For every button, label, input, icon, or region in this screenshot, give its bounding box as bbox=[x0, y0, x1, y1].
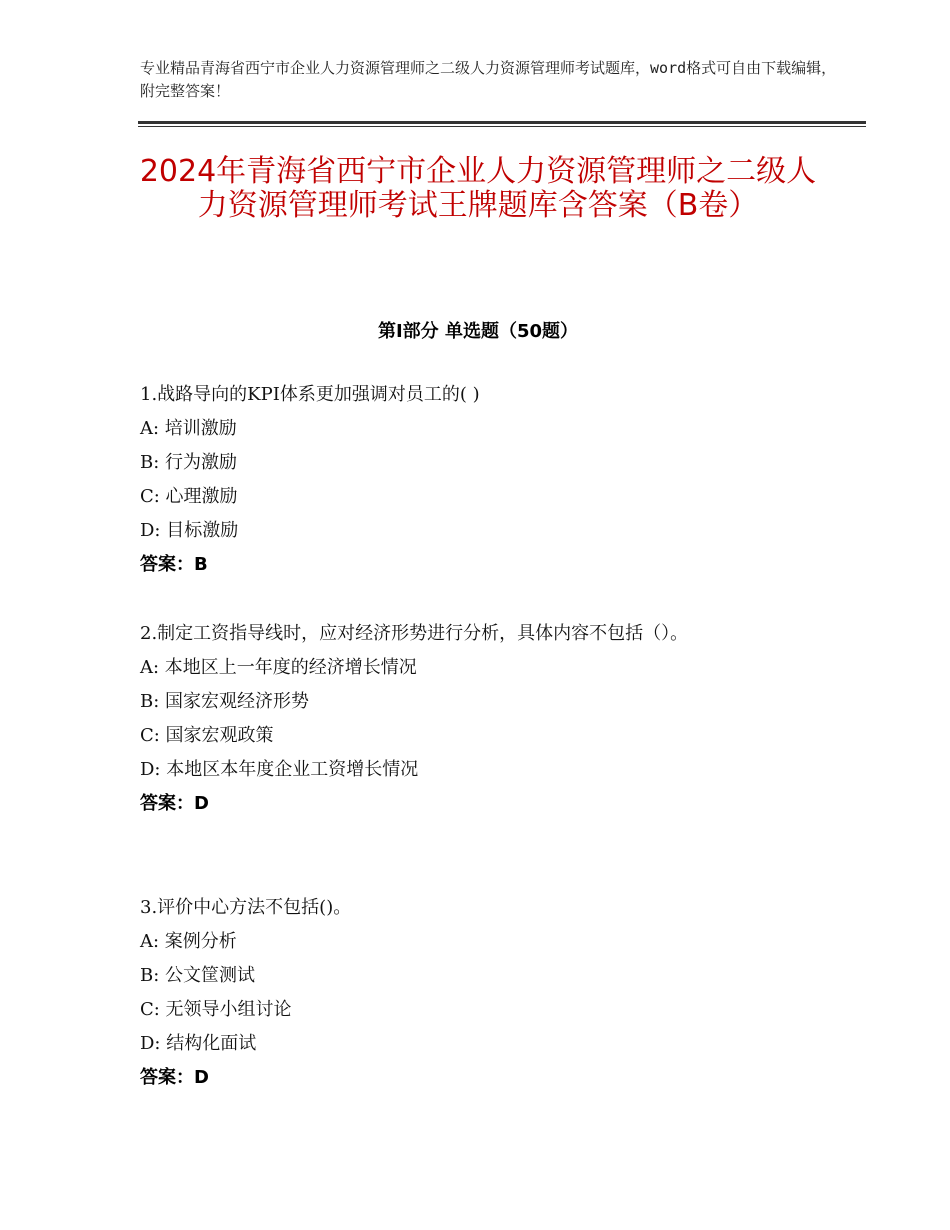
question-stem: 3.评价中心方法不包括()。 bbox=[140, 897, 352, 918]
question-3 bbox=[140, 891, 840, 1095]
option-d: D: 本地区本年度企业工资增长情况 bbox=[140, 759, 419, 780]
answer: 答案：D bbox=[140, 793, 209, 814]
document-title: 2024年青海省西宁市企业人力资源管理师之二级人力资源管理师考试王牌题库含答案（B卷） bbox=[139, 154, 817, 223]
question-stem: 1.战路导向的KPI体系更加强调对员工的( ) bbox=[140, 384, 480, 405]
option-a: A: 培训激励 bbox=[140, 418, 237, 439]
option-b: B: 行为激励 bbox=[140, 452, 238, 473]
section-heading: 第Ⅰ部分 单选题（50题） bbox=[377, 321, 578, 342]
option-a: A: 本地区上一年度的经济增长情况 bbox=[140, 657, 417, 678]
question-1 bbox=[140, 378, 840, 582]
question-stem: 2.制定工资指导线时，应对经济形势进行分析，具体内容不包括（）。 bbox=[140, 623, 689, 644]
option-c: C: 无领导小组讨论 bbox=[140, 999, 292, 1020]
option-c: C: 心理激励 bbox=[140, 486, 238, 507]
option-d: D: 目标激励 bbox=[140, 520, 239, 541]
option-b: B: 公文筐测试 bbox=[140, 965, 256, 986]
option-d: D: 结构化面试 bbox=[140, 1033, 257, 1054]
option-c: C: 国家宏观政策 bbox=[140, 725, 274, 746]
header-divider-thick bbox=[138, 121, 866, 124]
answer: 答案：D bbox=[140, 1067, 209, 1088]
option-b: B: 国家宏观经济形势 bbox=[140, 691, 310, 712]
answer: 答案：B bbox=[140, 554, 208, 575]
question-2 bbox=[140, 617, 840, 821]
header-divider-thin bbox=[138, 126, 866, 127]
header-note: 专业精品青海省西宁市企业人力资源管理师之二级人力资源管理师考试题库，word格式可自由下载编辑，附完整答案！ bbox=[140, 59, 837, 100]
option-a: A: 案例分析 bbox=[140, 931, 237, 952]
